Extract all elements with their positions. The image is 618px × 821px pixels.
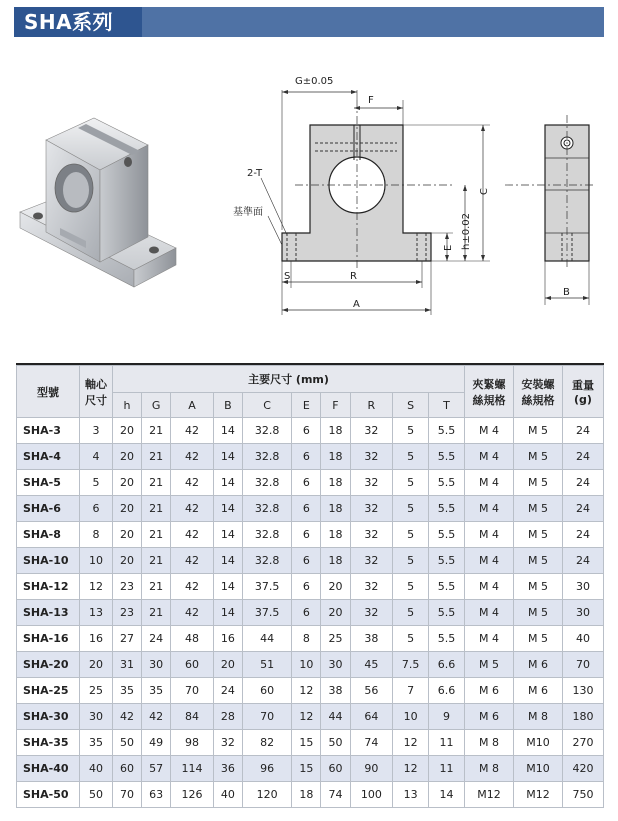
table-cell: 23 (113, 574, 142, 600)
table-row (17, 418, 604, 444)
model-cell: SHA-25 (17, 678, 80, 704)
table-cell: 750 (563, 782, 604, 808)
table-cell: 28 (213, 704, 242, 730)
model-cell: SHA-10 (17, 548, 80, 574)
table-cell: 6 (292, 522, 321, 548)
table-cell: 36 (213, 756, 242, 782)
header-install: 安裝螺 絲規格 (514, 366, 563, 418)
table-cell: 20 (113, 522, 142, 548)
table-cell: 12 (292, 704, 321, 730)
table-cell: M 5 (514, 548, 563, 574)
table-cell: 82 (242, 730, 291, 756)
dim-label-r: R (350, 271, 357, 282)
table-row (17, 626, 604, 652)
model-cell: SHA-4 (17, 444, 80, 470)
table-cell: 114 (171, 756, 214, 782)
table-cell: 37.5 (242, 574, 291, 600)
table-cell: 24 (563, 444, 604, 470)
table-cell: 5.5 (429, 626, 465, 652)
table-cell: M10 (514, 756, 563, 782)
table-cell: 5 (393, 496, 429, 522)
table-cell: M 4 (465, 522, 514, 548)
header-model: 型號 (17, 366, 80, 418)
table-cell: 14 (429, 782, 465, 808)
dim-label-t: 2-T (247, 168, 263, 179)
table-cell: 84 (171, 704, 214, 730)
table-cell: 15 (292, 756, 321, 782)
table-cell: 32 (350, 522, 393, 548)
table-cell: 57 (142, 756, 171, 782)
table-cell: M 5 (514, 600, 563, 626)
table-cell: 9 (429, 704, 465, 730)
table-cell: M10 (514, 730, 563, 756)
table-cell: 30 (563, 574, 604, 600)
table-cell: 24 (563, 496, 604, 522)
table-cell: M 4 (465, 600, 514, 626)
spec-table-body (17, 418, 604, 808)
table-cell: 21 (142, 444, 171, 470)
table-cell: 6.6 (429, 652, 465, 678)
table-cell: 42 (113, 704, 142, 730)
model-cell: SHA-50 (17, 782, 80, 808)
table-cell: 30 (563, 600, 604, 626)
dim-label-s: S (284, 271, 291, 282)
table-cell: 10 (393, 704, 429, 730)
table-cell: M 8 (465, 730, 514, 756)
table-cell: 42 (171, 548, 214, 574)
table-cell: 5 (393, 470, 429, 496)
table-cell: 16 (80, 626, 113, 652)
table-cell: 5 (80, 470, 113, 496)
table-cell: M 6 (465, 704, 514, 730)
header-main-dims: 主要尺寸 (mm) (113, 366, 465, 393)
dim-label-f: F (368, 95, 374, 106)
table-cell: 25 (80, 678, 113, 704)
header-dim-c: C (242, 393, 291, 418)
table-cell: M 5 (514, 418, 563, 444)
table-cell: M 5 (514, 470, 563, 496)
table-cell: M 6 (465, 678, 514, 704)
header-clamp: 夾緊螺 絲規格 (465, 366, 514, 418)
table-cell: 44 (242, 626, 291, 652)
table-cell: 40 (563, 626, 604, 652)
table-cell: 32 (350, 600, 393, 626)
table-cell: 5.5 (429, 496, 465, 522)
table-cell: 130 (563, 678, 604, 704)
table-cell: M 6 (514, 652, 563, 678)
model-cell: SHA-20 (17, 652, 80, 678)
table-cell: 5 (393, 600, 429, 626)
table-cell: M 5 (514, 444, 563, 470)
table-cell: 5.5 (429, 548, 465, 574)
table-cell: 37.5 (242, 600, 291, 626)
model-cell: SHA-5 (17, 470, 80, 496)
table-cell: 18 (321, 548, 350, 574)
table-cell: 10 (292, 652, 321, 678)
table-cell: 6 (292, 574, 321, 600)
table-cell: 6 (292, 600, 321, 626)
table-cell: 21 (142, 522, 171, 548)
table-cell: 5 (393, 418, 429, 444)
model-cell: SHA-16 (17, 626, 80, 652)
table-cell: 4 (80, 444, 113, 470)
table-cell: 32 (350, 470, 393, 496)
table-cell: 270 (563, 730, 604, 756)
table-cell: 32 (350, 444, 393, 470)
table-cell: 23 (113, 600, 142, 626)
header-dim-h: h (113, 393, 142, 418)
table-cell: 32 (350, 418, 393, 444)
header-dim-s: S (393, 393, 429, 418)
table-cell: 12 (292, 678, 321, 704)
table-cell: 30 (321, 652, 350, 678)
table-cell: 7.5 (393, 652, 429, 678)
table-cell: 56 (350, 678, 393, 704)
table-cell: 40 (80, 756, 113, 782)
table-cell: 32.8 (242, 522, 291, 548)
table-cell: 70 (242, 704, 291, 730)
header-dim-a: A (171, 393, 214, 418)
table-cell: 21 (142, 548, 171, 574)
table-cell: 13 (393, 782, 429, 808)
dim-label-a: A (353, 299, 360, 310)
table-cell: 120 (242, 782, 291, 808)
table-cell: 42 (142, 704, 171, 730)
table-cell: 42 (171, 600, 214, 626)
table-cell: 50 (321, 730, 350, 756)
table-cell: 21 (142, 496, 171, 522)
table-cell: 5.5 (429, 574, 465, 600)
table-cell: 35 (142, 678, 171, 704)
table-row (17, 522, 604, 548)
table-cell: 3 (80, 418, 113, 444)
table-cell: 8 (292, 626, 321, 652)
table-cell: 5 (393, 548, 429, 574)
table-cell: 27 (113, 626, 142, 652)
table-cell: M 8 (465, 756, 514, 782)
table-cell: 14 (213, 574, 242, 600)
table-cell: 180 (563, 704, 604, 730)
table-cell: 64 (350, 704, 393, 730)
table-cell: 30 (142, 652, 171, 678)
model-cell: SHA-40 (17, 756, 80, 782)
header-dim-g: G (142, 393, 171, 418)
dim-label-h: h±0.02 (461, 213, 472, 250)
spec-table (16, 365, 604, 808)
table-cell: 21 (142, 418, 171, 444)
table-cell: 24 (563, 522, 604, 548)
table-cell: 60 (242, 678, 291, 704)
table-cell: 24 (563, 418, 604, 444)
model-cell: SHA-8 (17, 522, 80, 548)
dim-label-g: G±0.05 (295, 76, 334, 87)
table-cell: 5 (393, 522, 429, 548)
table-cell: 12 (80, 574, 113, 600)
table-cell: M 5 (514, 574, 563, 600)
table-row (17, 756, 604, 782)
table-cell: 20 (321, 574, 350, 600)
table-cell: 50 (80, 782, 113, 808)
product-photo (16, 100, 181, 305)
table-cell: 32 (213, 730, 242, 756)
table-cell: 18 (321, 470, 350, 496)
table-cell: 21 (142, 470, 171, 496)
table-cell: M12 (465, 782, 514, 808)
table-cell: 70 (563, 652, 604, 678)
table-cell: 25 (321, 626, 350, 652)
page-title: SHA系列 (24, 10, 114, 34)
table-cell: 20 (113, 548, 142, 574)
table-cell: 35 (80, 730, 113, 756)
table-cell: 18 (321, 444, 350, 470)
table-cell: 14 (213, 548, 242, 574)
table-cell: 48 (171, 626, 214, 652)
table-cell: 24 (563, 470, 604, 496)
table-cell: 24 (142, 626, 171, 652)
table-cell: 18 (292, 782, 321, 808)
table-cell: 5.5 (429, 522, 465, 548)
table-cell: 32 (350, 574, 393, 600)
table-cell: 24 (213, 678, 242, 704)
table-cell: 5.5 (429, 444, 465, 470)
table-cell: 20 (113, 418, 142, 444)
dim-label-ref: 基準面 (233, 207, 263, 218)
table-cell: 74 (321, 782, 350, 808)
table-cell: 14 (213, 470, 242, 496)
table-cell: M 4 (465, 418, 514, 444)
table-cell: 126 (171, 782, 214, 808)
table-cell: M 4 (465, 626, 514, 652)
table-cell: 20 (113, 470, 142, 496)
table-cell: 45 (350, 652, 393, 678)
model-cell: SHA-3 (17, 418, 80, 444)
table-cell: 10 (80, 548, 113, 574)
header-dim-e: E (292, 393, 321, 418)
table-cell: M 5 (514, 496, 563, 522)
header-dim-t: T (429, 393, 465, 418)
table-cell: 14 (213, 444, 242, 470)
table-cell: 50 (113, 730, 142, 756)
table-cell: 14 (213, 418, 242, 444)
table-cell: 6.6 (429, 678, 465, 704)
model-cell: SHA-35 (17, 730, 80, 756)
table-cell: M 4 (465, 574, 514, 600)
table-cell: 15 (292, 730, 321, 756)
table-cell: 20 (213, 652, 242, 678)
table-cell: 38 (321, 678, 350, 704)
table-cell: 35 (113, 678, 142, 704)
table-row (17, 548, 604, 574)
table-cell: 20 (321, 600, 350, 626)
table-cell: 42 (171, 444, 214, 470)
table-cell: 5.5 (429, 418, 465, 444)
table-cell: 70 (171, 678, 214, 704)
table-cell: 60 (321, 756, 350, 782)
table-cell: 32.8 (242, 496, 291, 522)
table-cell: 32.8 (242, 470, 291, 496)
table-cell: 16 (213, 626, 242, 652)
table-cell: 32.8 (242, 418, 291, 444)
header-weight: 重量 (g) (563, 366, 604, 418)
header-axis: 軸心 尺寸 (80, 366, 113, 418)
table-cell: M 5 (514, 522, 563, 548)
table-cell: 60 (113, 756, 142, 782)
table-cell: 38 (350, 626, 393, 652)
table-cell: 31 (113, 652, 142, 678)
table-cell: 40 (213, 782, 242, 808)
table-cell: 21 (142, 574, 171, 600)
table-cell: 14 (213, 496, 242, 522)
table-cell: 11 (429, 756, 465, 782)
table-cell: M 4 (465, 444, 514, 470)
model-cell: SHA-6 (17, 496, 80, 522)
table-cell: 32.8 (242, 444, 291, 470)
table-row (17, 600, 604, 626)
table-row (17, 730, 604, 756)
table-cell: 20 (113, 496, 142, 522)
table-cell: M 8 (514, 704, 563, 730)
model-cell: SHA-12 (17, 574, 80, 600)
table-cell: 6 (292, 496, 321, 522)
table-cell: 5.5 (429, 470, 465, 496)
table-cell: 24 (563, 548, 604, 574)
table-cell: 20 (113, 444, 142, 470)
table-row (17, 652, 604, 678)
table-cell: 21 (142, 600, 171, 626)
table-cell: 6 (292, 548, 321, 574)
table-row (17, 444, 604, 470)
table-cell: 44 (321, 704, 350, 730)
table-cell: 12 (393, 730, 429, 756)
table-cell: 30 (80, 704, 113, 730)
table-cell: M 4 (465, 548, 514, 574)
table-cell: 14 (213, 600, 242, 626)
table-cell: 7 (393, 678, 429, 704)
table-cell: 42 (171, 470, 214, 496)
table-row (17, 574, 604, 600)
table-row (17, 496, 604, 522)
table-cell: 96 (242, 756, 291, 782)
table-cell: M 4 (465, 470, 514, 496)
dim-label-b: B (563, 287, 570, 298)
table-cell: 90 (350, 756, 393, 782)
table-cell: 42 (171, 522, 214, 548)
table-cell: 12 (393, 756, 429, 782)
table-cell: 18 (321, 496, 350, 522)
table-row (17, 782, 604, 808)
table-cell: 20 (80, 652, 113, 678)
model-cell: SHA-30 (17, 704, 80, 730)
dim-label-e: E (443, 244, 454, 251)
table-row (17, 678, 604, 704)
table-cell: 6 (292, 418, 321, 444)
table-cell: 60 (171, 652, 214, 678)
table-cell: 42 (171, 574, 214, 600)
model-cell: SHA-13 (17, 600, 80, 626)
header-dim-r: R (350, 393, 393, 418)
table-cell: M 4 (465, 496, 514, 522)
table-row (17, 470, 604, 496)
table-cell: 11 (429, 730, 465, 756)
table-cell: 14 (213, 522, 242, 548)
table-row (17, 704, 604, 730)
table-cell: 32.8 (242, 548, 291, 574)
header-dim-b: B (213, 393, 242, 418)
table-cell: 5 (393, 444, 429, 470)
table-cell: 98 (171, 730, 214, 756)
table-cell: M 5 (465, 652, 514, 678)
table-cell: 5 (393, 626, 429, 652)
table-cell: M12 (514, 782, 563, 808)
table-cell: 6 (292, 444, 321, 470)
table-cell: 6 (292, 470, 321, 496)
table-cell: 63 (142, 782, 171, 808)
table-cell: M 5 (514, 626, 563, 652)
table-cell: 32 (350, 548, 393, 574)
table-cell: 74 (350, 730, 393, 756)
table-cell: 42 (171, 418, 214, 444)
technical-drawing (225, 70, 615, 320)
table-cell: 6 (80, 496, 113, 522)
header-dim-f: F (321, 393, 350, 418)
table-cell: 49 (142, 730, 171, 756)
dim-label-c: C (479, 188, 490, 195)
table-cell: 420 (563, 756, 604, 782)
table-cell: 8 (80, 522, 113, 548)
table-cell: 13 (80, 600, 113, 626)
table-cell: 100 (350, 782, 393, 808)
table-cell: 5.5 (429, 600, 465, 626)
table-cell: 5 (393, 574, 429, 600)
table-cell: 18 (321, 418, 350, 444)
table-cell: 70 (113, 782, 142, 808)
table-cell: 42 (171, 496, 214, 522)
table-cell: 18 (321, 522, 350, 548)
table-cell: M 6 (514, 678, 563, 704)
table-cell: 32 (350, 496, 393, 522)
table-cell: 51 (242, 652, 291, 678)
